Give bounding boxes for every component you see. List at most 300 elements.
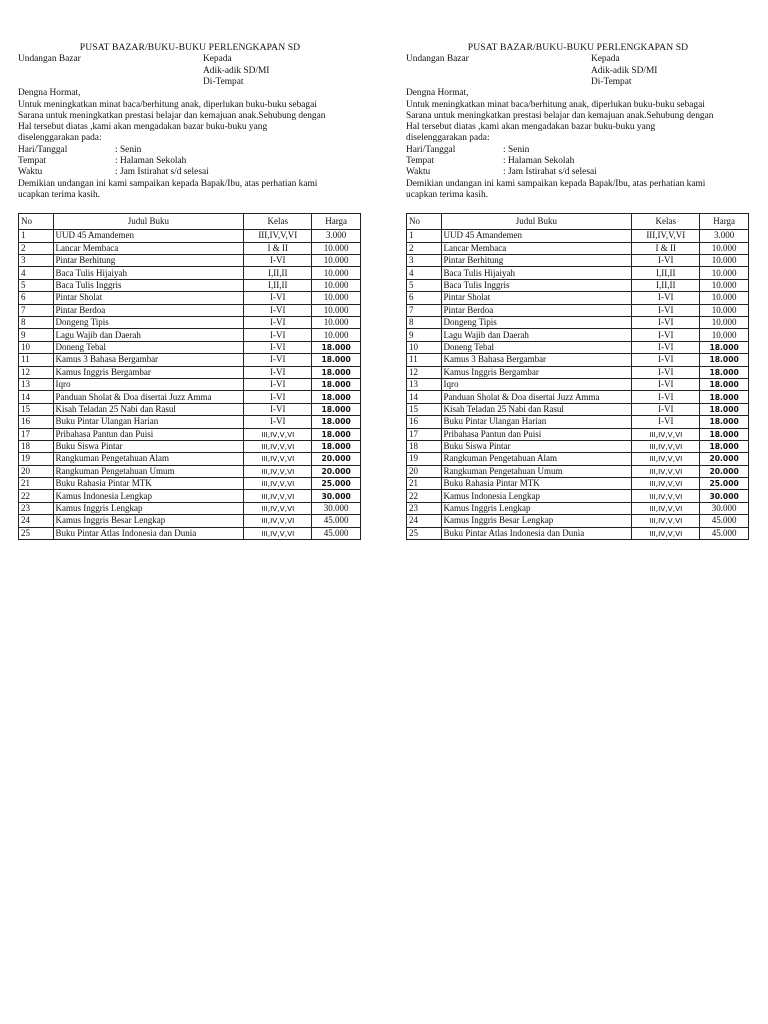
cell-kelas: I-VI bbox=[632, 341, 700, 353]
table-row bbox=[407, 428, 749, 440]
cell-harga: 18.000 bbox=[700, 440, 749, 452]
table-row bbox=[19, 366, 361, 378]
greeting: Dengna Hormat, bbox=[18, 88, 81, 99]
cell-harga: 10.000 bbox=[312, 242, 361, 254]
table-row bbox=[19, 502, 361, 514]
info-label: Waktu bbox=[18, 167, 43, 178]
cell-no: 9 bbox=[19, 329, 54, 341]
cell-harga: 30.000 bbox=[700, 502, 749, 514]
intro-line-2: Sarana untuk meningkatkan prestasi belajar dan kemajuan anak.Sehubung dengan bbox=[406, 110, 714, 121]
cell-no: 23 bbox=[407, 502, 442, 514]
cell-judul: Kisah Teladan 25 Nabi dan Rasul bbox=[53, 403, 244, 415]
cell-harga: 18.000 bbox=[312, 403, 361, 415]
cell-no: 24 bbox=[19, 515, 54, 527]
table-row bbox=[407, 391, 749, 403]
cell-judul: Lancar Membaca bbox=[53, 242, 244, 254]
cell-judul: Rangkuman Pengetahuan Umum bbox=[441, 465, 632, 477]
cell-kelas: I-VI bbox=[244, 329, 312, 341]
table-row bbox=[407, 502, 749, 514]
cell-no: 25 bbox=[19, 527, 54, 539]
table-row bbox=[407, 403, 749, 415]
cell-kelas: III,IV,V,VI bbox=[244, 490, 312, 502]
cell-harga: 18.000 bbox=[312, 391, 361, 403]
table-row bbox=[407, 453, 749, 465]
table-row bbox=[19, 515, 361, 527]
table-row bbox=[19, 416, 361, 428]
recipient-place: Di-Tempat bbox=[591, 76, 632, 87]
cell-no: 22 bbox=[407, 490, 442, 502]
cell-judul: Lancar Membaca bbox=[441, 242, 632, 254]
table-row bbox=[19, 255, 361, 267]
cell-harga: 10.000 bbox=[700, 329, 749, 341]
cell-kelas: I,II,II bbox=[632, 267, 700, 279]
table-row bbox=[19, 242, 361, 254]
cell-kelas: I-VI bbox=[244, 391, 312, 403]
info-row-place bbox=[406, 156, 750, 167]
table-row bbox=[407, 440, 749, 452]
greeting: Dengna Hormat, bbox=[406, 88, 469, 99]
cell-judul: Iqro bbox=[53, 378, 244, 390]
cell-no: 25 bbox=[407, 527, 442, 539]
cell-no: 20 bbox=[407, 465, 442, 477]
intro-line-1: Untuk meningkatkan minat baca/berhitung anak, diperlukan buku-buku sebagai bbox=[18, 99, 317, 110]
cell-no: 6 bbox=[407, 292, 442, 304]
cell-harga: 18.000 bbox=[700, 391, 749, 403]
cell-no: 14 bbox=[19, 391, 54, 403]
info-value: : Halaman Sekolah bbox=[115, 156, 187, 167]
table-row bbox=[407, 304, 749, 316]
flyer-left bbox=[18, 42, 362, 540]
cell-judul: Baca Tulis Hijaiyah bbox=[441, 267, 632, 279]
cell-no: 21 bbox=[19, 478, 54, 490]
table-row bbox=[407, 416, 749, 428]
cell-kelas: I-VI bbox=[632, 329, 700, 341]
cell-harga: 18.000 bbox=[700, 403, 749, 415]
cell-kelas: I & II bbox=[244, 242, 312, 254]
cell-harga: 10.000 bbox=[312, 317, 361, 329]
cell-harga: 10.000 bbox=[700, 317, 749, 329]
cell-harga: 18.000 bbox=[700, 354, 749, 366]
header-harga: Harga bbox=[312, 214, 361, 230]
intro-line-1: Untuk meningkatkan minat baca/berhitung anak, diperlukan buku-buku sebagai bbox=[406, 99, 705, 110]
kepada-label: Kepada bbox=[203, 54, 232, 65]
info-label: Hari/Tanggal bbox=[406, 144, 456, 155]
cell-harga: 45.000 bbox=[700, 527, 749, 539]
cell-harga: 10.000 bbox=[700, 292, 749, 304]
cell-no: 6 bbox=[19, 292, 54, 304]
cell-no: 12 bbox=[19, 366, 54, 378]
table-row bbox=[19, 428, 361, 440]
cell-no: 8 bbox=[19, 317, 54, 329]
cell-harga: 10.000 bbox=[700, 267, 749, 279]
cell-kelas: I-VI bbox=[632, 317, 700, 329]
info-row-time bbox=[18, 167, 362, 178]
cell-kelas: III,IV,V,VI bbox=[244, 230, 312, 242]
cell-kelas: III,IV,V,VI bbox=[244, 440, 312, 452]
header-judul: Judul Buku bbox=[53, 214, 244, 230]
table-row bbox=[19, 230, 361, 242]
table-row bbox=[407, 317, 749, 329]
cell-no: 20 bbox=[19, 465, 54, 477]
cell-no: 7 bbox=[407, 304, 442, 316]
cell-harga: 18.000 bbox=[312, 341, 361, 353]
cell-judul: Pintar Berdoa bbox=[441, 304, 632, 316]
table-row bbox=[407, 267, 749, 279]
cell-judul: Doneng Tebal bbox=[53, 341, 244, 353]
cell-kelas: III,IV,V,VI bbox=[632, 490, 700, 502]
table-row bbox=[19, 341, 361, 353]
table-row bbox=[407, 378, 749, 390]
cell-kelas: I-VI bbox=[244, 403, 312, 415]
info-label: Waktu bbox=[406, 167, 431, 178]
cell-kelas: III,IV,V,VI bbox=[632, 428, 700, 440]
cell-kelas: III,IV,V,VI bbox=[632, 478, 700, 490]
cell-harga: 10.000 bbox=[312, 255, 361, 267]
table-row bbox=[407, 341, 749, 353]
cell-no: 15 bbox=[19, 403, 54, 415]
cell-harga: 10.000 bbox=[700, 255, 749, 267]
cell-harga: 30.000 bbox=[700, 490, 749, 502]
cell-kelas: III,IV,V,VI bbox=[244, 453, 312, 465]
recipient-block bbox=[203, 54, 269, 88]
cell-kelas: III,IV,V,VI bbox=[632, 453, 700, 465]
cell-harga: 18.000 bbox=[700, 341, 749, 353]
cell-no: 15 bbox=[407, 403, 442, 415]
cell-kelas: I-VI bbox=[632, 378, 700, 390]
cell-judul: Rangkuman Pengetahuan Alam bbox=[53, 453, 244, 465]
cell-judul: Doneng Tebal bbox=[441, 341, 632, 353]
info-label: Hari/Tanggal bbox=[18, 144, 68, 155]
table-row bbox=[19, 304, 361, 316]
cell-kelas: III,IV,V,VI bbox=[244, 465, 312, 477]
info-row-day bbox=[406, 145, 750, 156]
table-row bbox=[407, 242, 749, 254]
cell-harga: 10.000 bbox=[312, 329, 361, 341]
cell-kelas: I-VI bbox=[632, 366, 700, 378]
cell-kelas: I-VI bbox=[244, 317, 312, 329]
table-row bbox=[19, 354, 361, 366]
cell-judul: Kamus 3 Bahasa Bergambar bbox=[53, 354, 244, 366]
cell-judul: Kamus Inggris Besar Lengkap bbox=[53, 515, 244, 527]
cell-harga: 10.000 bbox=[312, 304, 361, 316]
table-header-row bbox=[407, 214, 749, 230]
intro-line-3: Hal tersebut diatas ,kami akan mengadakan bazar buku-buku yang bbox=[406, 122, 656, 133]
header-kelas: Kelas bbox=[632, 214, 700, 230]
cell-harga: 18.000 bbox=[700, 378, 749, 390]
closing-line-2: ucapkan terima kasih. bbox=[18, 189, 100, 200]
cell-no: 17 bbox=[407, 428, 442, 440]
cell-judul: Buku Siswa Pintar bbox=[441, 440, 632, 452]
cell-judul: Pribahasa Pantun dan Puisi bbox=[441, 428, 632, 440]
table-row bbox=[19, 403, 361, 415]
intro-line-4: diselenggarakan pada: bbox=[406, 133, 490, 144]
cell-harga: 18.000 bbox=[312, 354, 361, 366]
cell-no: 22 bbox=[19, 490, 54, 502]
cell-no: 3 bbox=[407, 255, 442, 267]
cell-harga: 18.000 bbox=[312, 366, 361, 378]
info-row-day bbox=[18, 145, 362, 156]
table-row bbox=[407, 527, 749, 539]
cell-judul: Dongeng Tipis bbox=[53, 317, 244, 329]
intro-line-2: Sarana untuk meningkatkan prestasi belajar dan kemajuan anak.Sehubung dengan bbox=[18, 110, 326, 121]
cell-kelas: III,IV,V,VI bbox=[632, 502, 700, 514]
cell-kelas: I-VI bbox=[244, 354, 312, 366]
cell-judul: Kamus Inggris Lengkap bbox=[53, 502, 244, 514]
cell-harga: 25.000 bbox=[700, 478, 749, 490]
flyer-right bbox=[406, 42, 750, 540]
recipient-block bbox=[591, 54, 657, 88]
cell-harga: 10.000 bbox=[312, 292, 361, 304]
cell-harga: 25.000 bbox=[312, 478, 361, 490]
cell-judul: Pribahasa Pantun dan Puisi bbox=[53, 428, 244, 440]
table-row bbox=[407, 279, 749, 291]
header-judul: Judul Buku bbox=[441, 214, 632, 230]
cell-kelas: I-VI bbox=[632, 416, 700, 428]
cell-harga: 30.000 bbox=[312, 502, 361, 514]
intro-line-4: diselenggarakan pada: bbox=[18, 133, 102, 144]
cell-judul: Buku Siswa Pintar bbox=[53, 440, 244, 452]
cell-judul: Lagu Wajib dan Daerah bbox=[441, 329, 632, 341]
table-row bbox=[19, 267, 361, 279]
cell-kelas: I,II,II bbox=[632, 279, 700, 291]
cell-kelas: I-VI bbox=[244, 341, 312, 353]
cell-no: 11 bbox=[407, 354, 442, 366]
cell-no: 16 bbox=[19, 416, 54, 428]
cell-no: 2 bbox=[407, 242, 442, 254]
cell-harga: 20.000 bbox=[312, 453, 361, 465]
table-row bbox=[407, 329, 749, 341]
cell-no: 9 bbox=[407, 329, 442, 341]
flyer-title: PUSAT BAZAR/BUKU-BUKU PERLENGKAPAN SD bbox=[79, 42, 301, 53]
info-value: : Senin bbox=[503, 144, 530, 155]
table-row bbox=[407, 465, 749, 477]
cell-judul: Rangkuman Pengetahuan Alam bbox=[441, 453, 632, 465]
cell-no: 2 bbox=[19, 242, 54, 254]
table-row bbox=[407, 255, 749, 267]
info-value: : Senin bbox=[115, 144, 142, 155]
cell-no: 17 bbox=[19, 428, 54, 440]
cell-kelas: III,IV,V,VI bbox=[244, 502, 312, 514]
cell-no: 11 bbox=[19, 354, 54, 366]
cell-judul: Pintar Berhitung bbox=[53, 255, 244, 267]
header-kelas: Kelas bbox=[244, 214, 312, 230]
cell-judul: Buku Pintar Ulangan Harian bbox=[53, 416, 244, 428]
cell-harga: 18.000 bbox=[312, 428, 361, 440]
undangan-label: Undangan Bazar bbox=[18, 54, 81, 65]
cell-no: 16 bbox=[407, 416, 442, 428]
table-row bbox=[19, 329, 361, 341]
cell-no: 23 bbox=[19, 502, 54, 514]
cell-harga: 10.000 bbox=[700, 304, 749, 316]
table-row bbox=[407, 490, 749, 502]
intro-line-3: Hal tersebut diatas ,kami akan mengadakan bazar buku-buku yang bbox=[18, 122, 268, 133]
cell-harga: 20.000 bbox=[312, 465, 361, 477]
cell-kelas: I-VI bbox=[244, 292, 312, 304]
cell-judul: Buku Rahasia Pintar MTK bbox=[53, 478, 244, 490]
cell-judul: Pintar Berdoa bbox=[53, 304, 244, 316]
header-no: No bbox=[407, 214, 442, 230]
cell-judul: Rangkuman Pengetahuan Umum bbox=[53, 465, 244, 477]
cell-kelas: I,II,II bbox=[244, 267, 312, 279]
cell-no: 12 bbox=[407, 366, 442, 378]
cell-harga: 45.000 bbox=[700, 515, 749, 527]
address-block bbox=[406, 54, 750, 88]
cell-no: 21 bbox=[407, 478, 442, 490]
cell-harga: 18.000 bbox=[312, 378, 361, 390]
cell-harga: 3.000 bbox=[700, 230, 749, 242]
cell-no: 1 bbox=[407, 230, 442, 242]
cell-judul: Baca Tulis Inggris bbox=[441, 279, 632, 291]
table-row bbox=[407, 230, 749, 242]
cell-judul: Dongeng Tipis bbox=[441, 317, 632, 329]
cell-judul: Kamus Inggris Bergambar bbox=[53, 366, 244, 378]
cell-judul: UUD 45 Amandemen bbox=[53, 230, 244, 242]
cell-kelas: I-VI bbox=[632, 292, 700, 304]
table-row bbox=[19, 317, 361, 329]
cell-no: 19 bbox=[19, 453, 54, 465]
table-row bbox=[19, 490, 361, 502]
cell-kelas: III,IV,V,VI bbox=[632, 440, 700, 452]
book-table-wrap bbox=[18, 213, 362, 540]
cell-kelas: III,IV,V,VI bbox=[244, 478, 312, 490]
recipient-place: Di-Tempat bbox=[203, 76, 244, 87]
cell-kelas: III,IV,V,VI bbox=[632, 465, 700, 477]
cell-kelas: I-VI bbox=[244, 366, 312, 378]
cell-no: 3 bbox=[19, 255, 54, 267]
table-row bbox=[407, 292, 749, 304]
info-row-place bbox=[18, 156, 362, 167]
cell-no: 14 bbox=[407, 391, 442, 403]
info-label: Tempat bbox=[18, 156, 46, 167]
cell-kelas: I-VI bbox=[244, 416, 312, 428]
cell-harga: 45.000 bbox=[312, 527, 361, 539]
cell-harga: 3.000 bbox=[312, 230, 361, 242]
cell-judul: Panduan Sholat & Doa disertai Juzz Amma bbox=[441, 391, 632, 403]
cell-judul: Kamus Indonesia Lengkap bbox=[441, 490, 632, 502]
table-row bbox=[19, 478, 361, 490]
closing-line-2: ucapkan terima kasih. bbox=[406, 189, 488, 200]
table-row bbox=[19, 279, 361, 291]
cell-judul: Kamus Indonesia Lengkap bbox=[53, 490, 244, 502]
cell-harga: 10.000 bbox=[312, 279, 361, 291]
cell-kelas: I-VI bbox=[244, 378, 312, 390]
cell-no: 7 bbox=[19, 304, 54, 316]
closing-line-1: Demikian undangan ini kami sampaikan kepada Bapak/Ibu, atas perhatian kami bbox=[406, 178, 706, 189]
cell-no: 10 bbox=[19, 341, 54, 353]
cell-kelas: I-VI bbox=[632, 255, 700, 267]
cell-judul: Kamus Inggris Bergambar bbox=[441, 366, 632, 378]
cell-no: 18 bbox=[19, 440, 54, 452]
table-row bbox=[19, 391, 361, 403]
cell-judul: Baca Tulis Inggris bbox=[53, 279, 244, 291]
table-row bbox=[19, 292, 361, 304]
table-row bbox=[407, 354, 749, 366]
cell-judul: Kisah Teladan 25 Nabi dan Rasul bbox=[441, 403, 632, 415]
cell-judul: Pintar Sholat bbox=[441, 292, 632, 304]
cell-judul: Iqro bbox=[441, 378, 632, 390]
cell-no: 13 bbox=[19, 378, 54, 390]
cell-judul: Pintar Sholat bbox=[53, 292, 244, 304]
cell-harga: 18.000 bbox=[700, 428, 749, 440]
info-value: : Jam Istirahat s/d selesai bbox=[115, 167, 209, 178]
cell-kelas: III,IV,V,VI bbox=[632, 230, 700, 242]
table-row bbox=[407, 478, 749, 490]
table-row bbox=[19, 440, 361, 452]
table-row bbox=[19, 378, 361, 390]
cell-harga: 20.000 bbox=[700, 453, 749, 465]
table-row bbox=[407, 515, 749, 527]
cell-kelas: III,IV,V,VI bbox=[632, 515, 700, 527]
cell-kelas: III,IV,V,VI bbox=[244, 428, 312, 440]
cell-harga: 18.000 bbox=[312, 440, 361, 452]
cell-judul: Kamus Inggris Besar Lengkap bbox=[441, 515, 632, 527]
cell-judul: Panduan Sholat & Doa disertai Juzz Amma bbox=[53, 391, 244, 403]
cell-kelas: III,IV,V,VI bbox=[632, 527, 700, 539]
cell-judul: Pintar Berhitung bbox=[441, 255, 632, 267]
kepada-label: Kepada bbox=[591, 54, 620, 65]
cell-judul: Buku Pintar Atlas Indonesia dan Dunia bbox=[441, 527, 632, 539]
cell-judul: UUD 45 Amandemen bbox=[441, 230, 632, 242]
undangan-label: Undangan Bazar bbox=[406, 54, 469, 65]
cell-judul: Kamus Inggris Lengkap bbox=[441, 502, 632, 514]
cell-judul: Kamus 3 Bahasa Bergambar bbox=[441, 354, 632, 366]
cell-no: 24 bbox=[407, 515, 442, 527]
table-row bbox=[19, 465, 361, 477]
info-row-time bbox=[406, 167, 750, 178]
cell-harga: 30.000 bbox=[312, 490, 361, 502]
cell-no: 5 bbox=[19, 279, 54, 291]
cell-judul: Baca Tulis Hijaiyah bbox=[53, 267, 244, 279]
cell-judul: Lagu Wajib dan Daerah bbox=[53, 329, 244, 341]
cell-kelas: III,IV,V,VI bbox=[244, 515, 312, 527]
cell-kelas: I-VI bbox=[632, 304, 700, 316]
cell-judul: Buku Rahasia Pintar MTK bbox=[441, 478, 632, 490]
book-price-table bbox=[18, 213, 361, 540]
cell-harga: 18.000 bbox=[312, 416, 361, 428]
cell-no: 4 bbox=[407, 267, 442, 279]
cell-no: 8 bbox=[407, 317, 442, 329]
cell-no: 10 bbox=[407, 341, 442, 353]
flyer-title: PUSAT BAZAR/BUKU-BUKU PERLENGKAPAN SD bbox=[467, 42, 689, 53]
table-row bbox=[19, 527, 361, 539]
cell-kelas: I-VI bbox=[632, 354, 700, 366]
recipient-name: Adik-adik SD/MI bbox=[203, 65, 270, 76]
cell-harga: 18.000 bbox=[700, 366, 749, 378]
cell-kelas: I-VI bbox=[244, 304, 312, 316]
table-row bbox=[407, 366, 749, 378]
cell-kelas: I-VI bbox=[632, 403, 700, 415]
cell-kelas: III,IV,V,VI bbox=[244, 527, 312, 539]
table-row bbox=[19, 453, 361, 465]
cell-harga: 20.000 bbox=[700, 465, 749, 477]
cell-kelas: I-VI bbox=[632, 391, 700, 403]
table-header-row bbox=[19, 214, 361, 230]
cell-harga: 10.000 bbox=[312, 267, 361, 279]
cell-judul: Buku Pintar Atlas Indonesia dan Dunia bbox=[53, 527, 244, 539]
cell-kelas: I-VI bbox=[244, 255, 312, 267]
cell-kelas: I & II bbox=[632, 242, 700, 254]
cell-no: 5 bbox=[407, 279, 442, 291]
cell-harga: 10.000 bbox=[700, 279, 749, 291]
address-block bbox=[18, 54, 362, 88]
recipient-name: Adik-adik SD/MI bbox=[591, 65, 658, 76]
cell-no: 19 bbox=[407, 453, 442, 465]
closing-line-1: Demikian undangan ini kami sampaikan kepada Bapak/Ibu, atas perhatian kami bbox=[18, 178, 318, 189]
book-table-wrap bbox=[406, 213, 750, 540]
info-value: : Jam Istirahat s/d selesai bbox=[503, 167, 597, 178]
cell-no: 4 bbox=[19, 267, 54, 279]
cell-judul: Buku Pintar Ulangan Harian bbox=[441, 416, 632, 428]
